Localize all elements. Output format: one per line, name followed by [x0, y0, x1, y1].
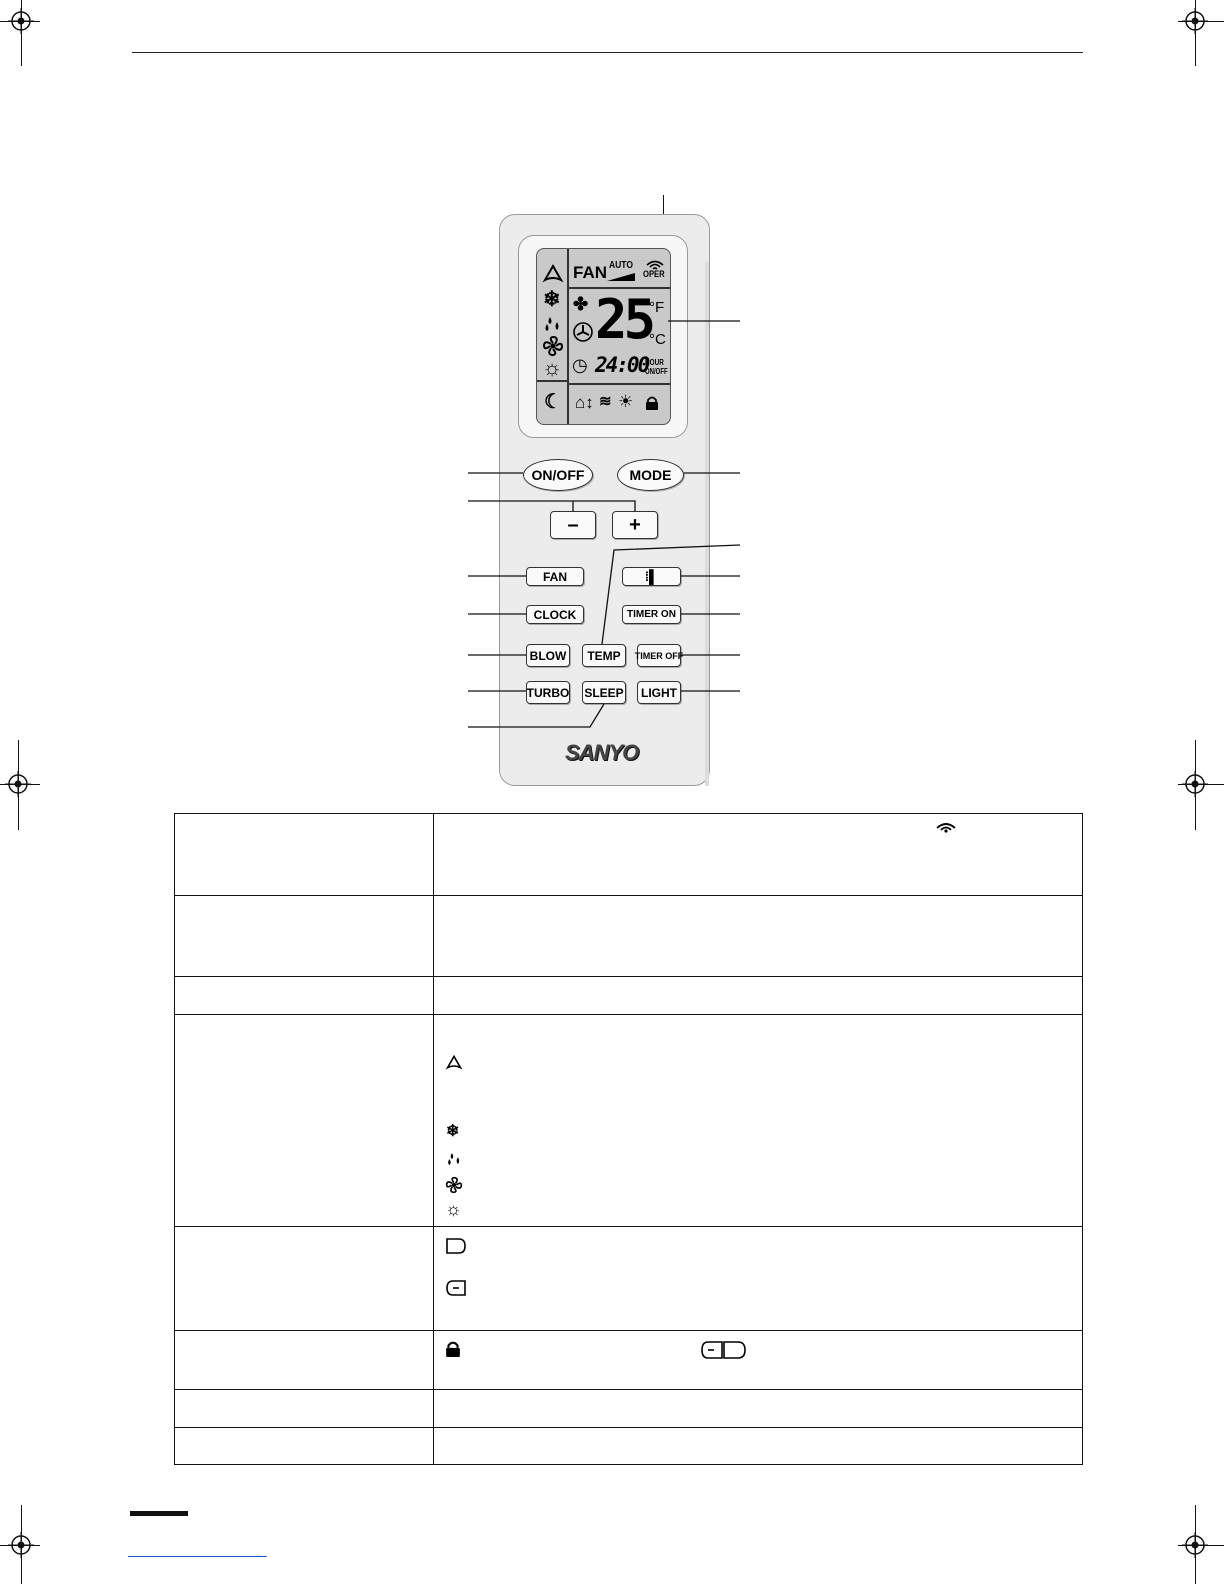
lcd-unit-f: °F — [649, 299, 665, 316]
registration-mark-icon — [1182, 1532, 1208, 1558]
lcd-temperature: 25 — [595, 288, 653, 351]
table-row — [175, 1330, 1082, 1331]
table-column-divider — [433, 814, 434, 1464]
light-button[interactable]: LIGHT — [637, 681, 681, 704]
footer-link-underline — [128, 1556, 267, 1557]
temp-button[interactable]: TEMP — [582, 644, 626, 667]
fan-blade-icon: ✤ — [573, 294, 589, 314]
blow-icon: ≋ — [599, 393, 612, 410]
auto-mode-icon — [445, 1054, 463, 1070]
signal-icon — [935, 821, 957, 833]
temp-down-button[interactable]: – — [550, 511, 596, 539]
timer-on-button[interactable]: TIMER ON — [622, 605, 681, 624]
registration-mark-icon — [8, 1532, 34, 1558]
fan-mode-icon — [445, 1176, 463, 1194]
blow-button[interactable]: BLOW — [526, 644, 570, 667]
table-row — [175, 1014, 1082, 1015]
cool-mode-icon: ❄ — [446, 1123, 460, 1140]
footer-bar — [130, 1511, 188, 1516]
clock-icon: ◷ — [572, 355, 588, 375]
clock-button[interactable]: CLOCK — [526, 605, 584, 624]
on-off-button[interactable]: ON/OFF — [523, 459, 593, 491]
heat-mode-icon: ☼ — [445, 1199, 462, 1219]
lcd-fan-label: FAN — [573, 263, 607, 282]
temp-up-button[interactable]: + — [612, 511, 658, 539]
table-row — [175, 1427, 1082, 1428]
sanyo-logo: SANYO — [565, 740, 639, 765]
battery-pair-icon — [700, 1341, 748, 1359]
description-table — [174, 813, 1083, 1465]
table-row — [175, 1389, 1082, 1390]
sleep-button[interactable]: SLEEP — [582, 681, 626, 704]
lcd-oper-label: OPER — [643, 269, 665, 279]
light-bulb-icon: ☀ — [618, 392, 634, 411]
lcd-hour-label: HOUR — [645, 358, 664, 367]
dry-mode-icon — [446, 1151, 463, 1167]
lcd-onoff-label: ON/OFF — [645, 367, 668, 376]
heat-mode-icon: ☼ — [542, 355, 563, 380]
minus-cell-icon — [445, 1280, 467, 1296]
lcd-auto-label: AUTO — [609, 260, 633, 271]
sleep-moon-icon: ☾ — [544, 391, 562, 413]
half-cell-icon — [445, 1238, 467, 1254]
swing-icon: ⁞▌ — [644, 569, 659, 584]
table-row — [175, 1226, 1082, 1227]
lcd-unit-c: °C — [649, 331, 666, 348]
mode-button[interactable]: MODE — [617, 459, 684, 491]
turbo-button[interactable]: TURBO — [526, 681, 570, 704]
table-row — [175, 895, 1082, 896]
table-row — [175, 976, 1082, 977]
fan-button[interactable]: FAN — [526, 567, 584, 586]
lock-icon — [445, 1341, 461, 1357]
home-icon: ⌂↕ — [575, 393, 594, 412]
cool-mode-icon: ❄ — [543, 288, 561, 311]
lcd-timer-time: 24:00 — [595, 353, 649, 377]
timer-off-button[interactable]: TIMER OFF — [637, 644, 681, 667]
